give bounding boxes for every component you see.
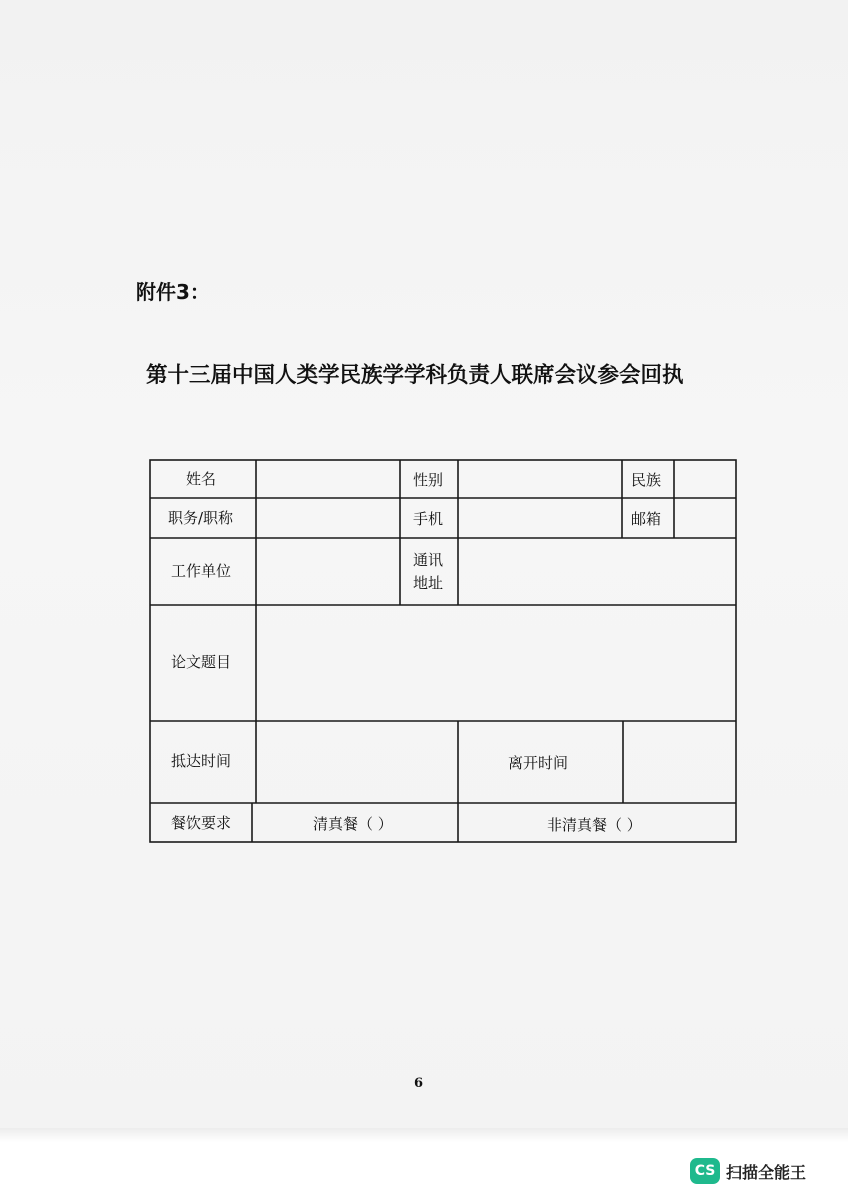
halal-option: 清真餐（ ）	[313, 815, 393, 833]
address-label-line1: 通讯	[413, 551, 444, 569]
position-label: 职务/职称	[168, 509, 234, 527]
page-number: 6	[414, 1076, 424, 1091]
name-label: 姓名	[186, 470, 217, 488]
diet-label: 餐饮要求	[171, 814, 232, 832]
email-label: 邮箱	[631, 510, 662, 528]
scanner-watermark	[690, 1156, 806, 1186]
workplace-label: 工作单位	[171, 562, 232, 580]
attachment-label: 附件3：	[136, 280, 210, 304]
arrival-label: 抵达时间	[171, 752, 232, 770]
form-title: 第十三届中国人类学民族学学科负责人联席会议参会回执	[146, 363, 684, 388]
paper-title-label: 论文题目	[171, 653, 232, 671]
gender-label: 性别	[413, 471, 444, 489]
non-halal-option: 非清真餐（ ）	[547, 816, 642, 834]
phone-label: 手机	[413, 510, 444, 528]
camscanner-logo-icon: CS	[690, 1158, 720, 1184]
camscanner-app-name: 扫描全能王	[726, 1162, 807, 1182]
departure-label: 离开时间	[508, 754, 569, 772]
address-label-line2: 地址	[413, 574, 444, 592]
ethnicity-label: 民族	[631, 471, 662, 489]
